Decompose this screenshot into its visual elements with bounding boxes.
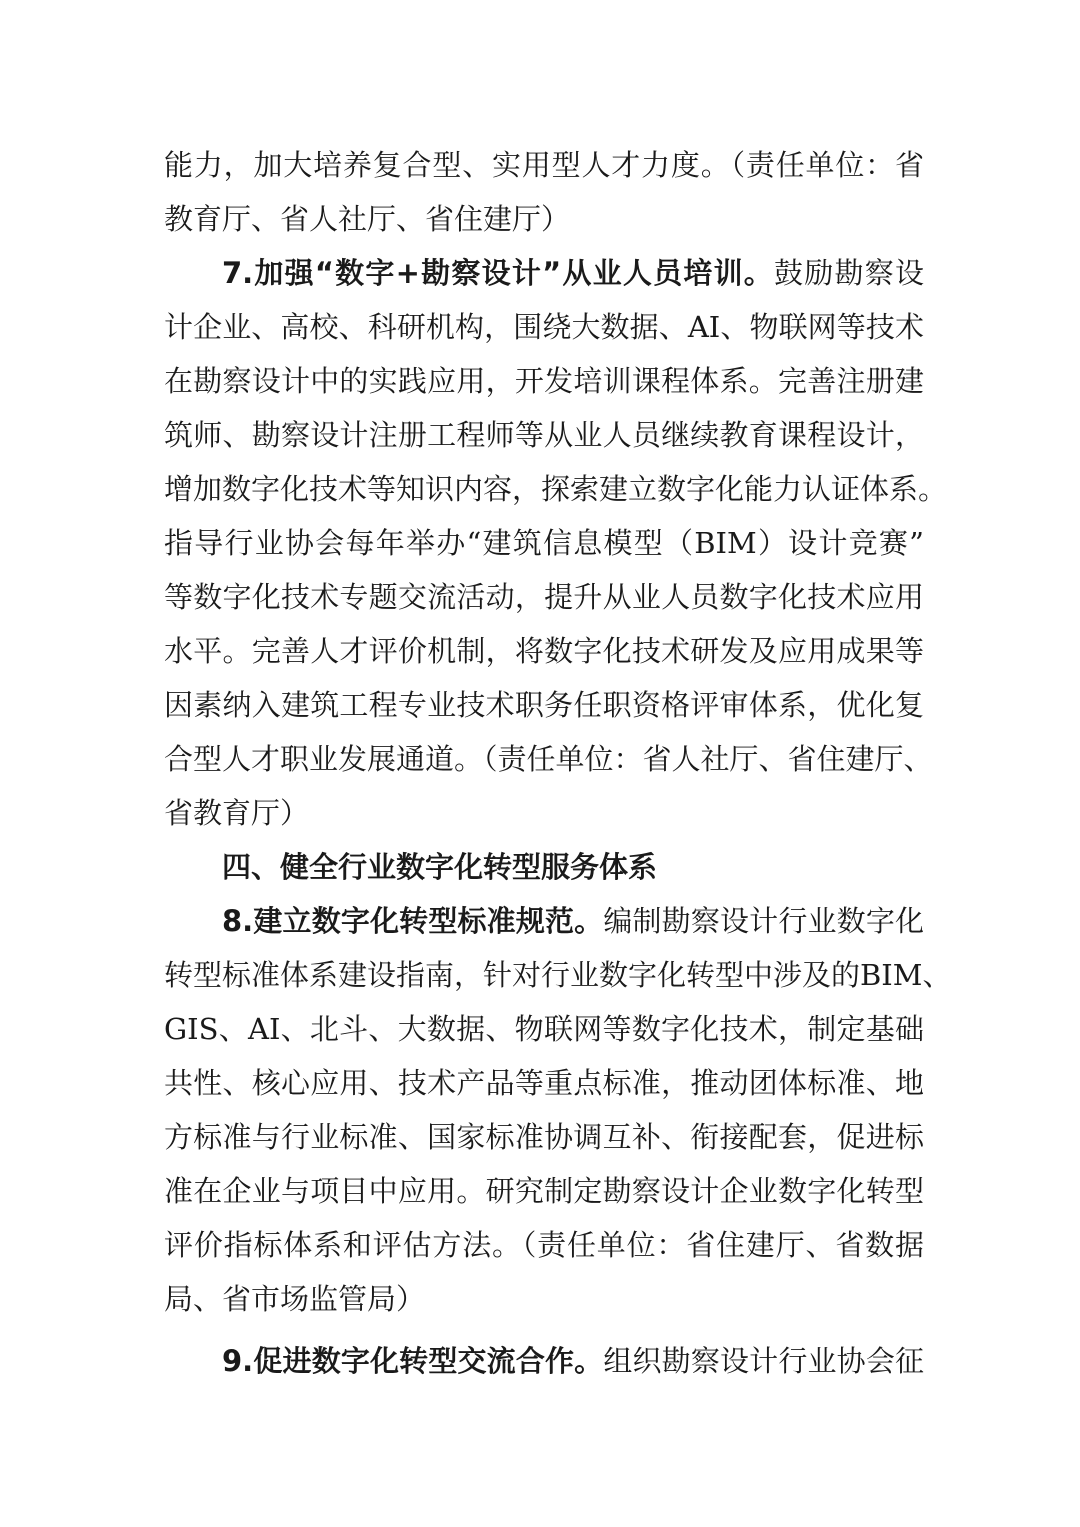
body-text-line: 筑师、勘察设计注册工程师等从业人员继续教育课程设计， [164, 418, 924, 452]
item-8-text: 编制勘察设计行业数字化 [603, 904, 924, 938]
item-9-line [222, 1334, 924, 1388]
body-text-line: 局、省市场监管局） [164, 1282, 426, 1316]
body-text-line: 因素纳入建筑工程专业技术职务任职资格评审体系，优化复 [164, 688, 924, 722]
item-9-title: 9.促进数字化转型交流合作。 [222, 1344, 604, 1378]
body-text-line: 省教育厅） [164, 796, 310, 830]
body-text-line: 能力，加大培养复合型、实用型人才力度。（责任单位：省 [164, 148, 924, 182]
item-8-line [222, 894, 924, 948]
body-text-line: 增加数字化技术等知识内容，探索建立数字化能力认证体系。 [164, 472, 948, 506]
section-heading: 四、健全行业数字化转型服务体系 [222, 850, 658, 884]
body-text-line: 合型人才职业发展通道。（责任单位：省人社厅、省住建厅、 [164, 742, 933, 776]
body-text-line: 水平。完善人才评价机制，将数字化技术研发及应用成果等 [164, 634, 924, 668]
body-text-line: 教育厅、省人社厅、省住建厅） [164, 202, 571, 236]
body-text-line: 等数字化技术专题交流活动，提升从业人员数字化技术应用 [164, 580, 924, 614]
body-text-line: 指导行业协会每年举办“建筑信息模型（BIM）设计竞赛” [164, 526, 924, 560]
item-7-line [222, 246, 924, 300]
body-text-line: 准在企业与项目中应用。研究制定勘察设计企业数字化转型 [164, 1174, 924, 1208]
item-7-text: 鼓励勘察设 [774, 256, 924, 290]
item-9-text: 组织勘察设计行业协会征 [603, 1344, 924, 1378]
body-text-line: 共性、核心应用、技术产品等重点标准，推动团体标准、地 [164, 1066, 924, 1100]
item-7-title: 7.加强“数字+勘察设计”从业人员培训。 [222, 256, 775, 290]
body-text-line: 转型标准体系建设指南，针对行业数字化转型中涉及的BIM、 [164, 958, 952, 992]
item-8-title: 8.建立数字化转型标准规范。 [222, 904, 604, 938]
body-text-line: 在勘察设计中的实践应用，开发培训课程体系。完善注册建 [164, 364, 924, 398]
body-text-line: GIS、AI、北斗、大数据、物联网等数字化技术，制定基础 [164, 1012, 924, 1046]
body-text-line: 计企业、高校、科研机构，围绕大数据、AI、物联网等技术 [164, 310, 924, 344]
body-text-line: 方标准与行业标准、国家标准协调互补、衔接配套，促进标 [164, 1120, 924, 1154]
body-text-line: 评价指标体系和评估方法。（责任单位：省住建厅、省数据 [164, 1228, 924, 1262]
